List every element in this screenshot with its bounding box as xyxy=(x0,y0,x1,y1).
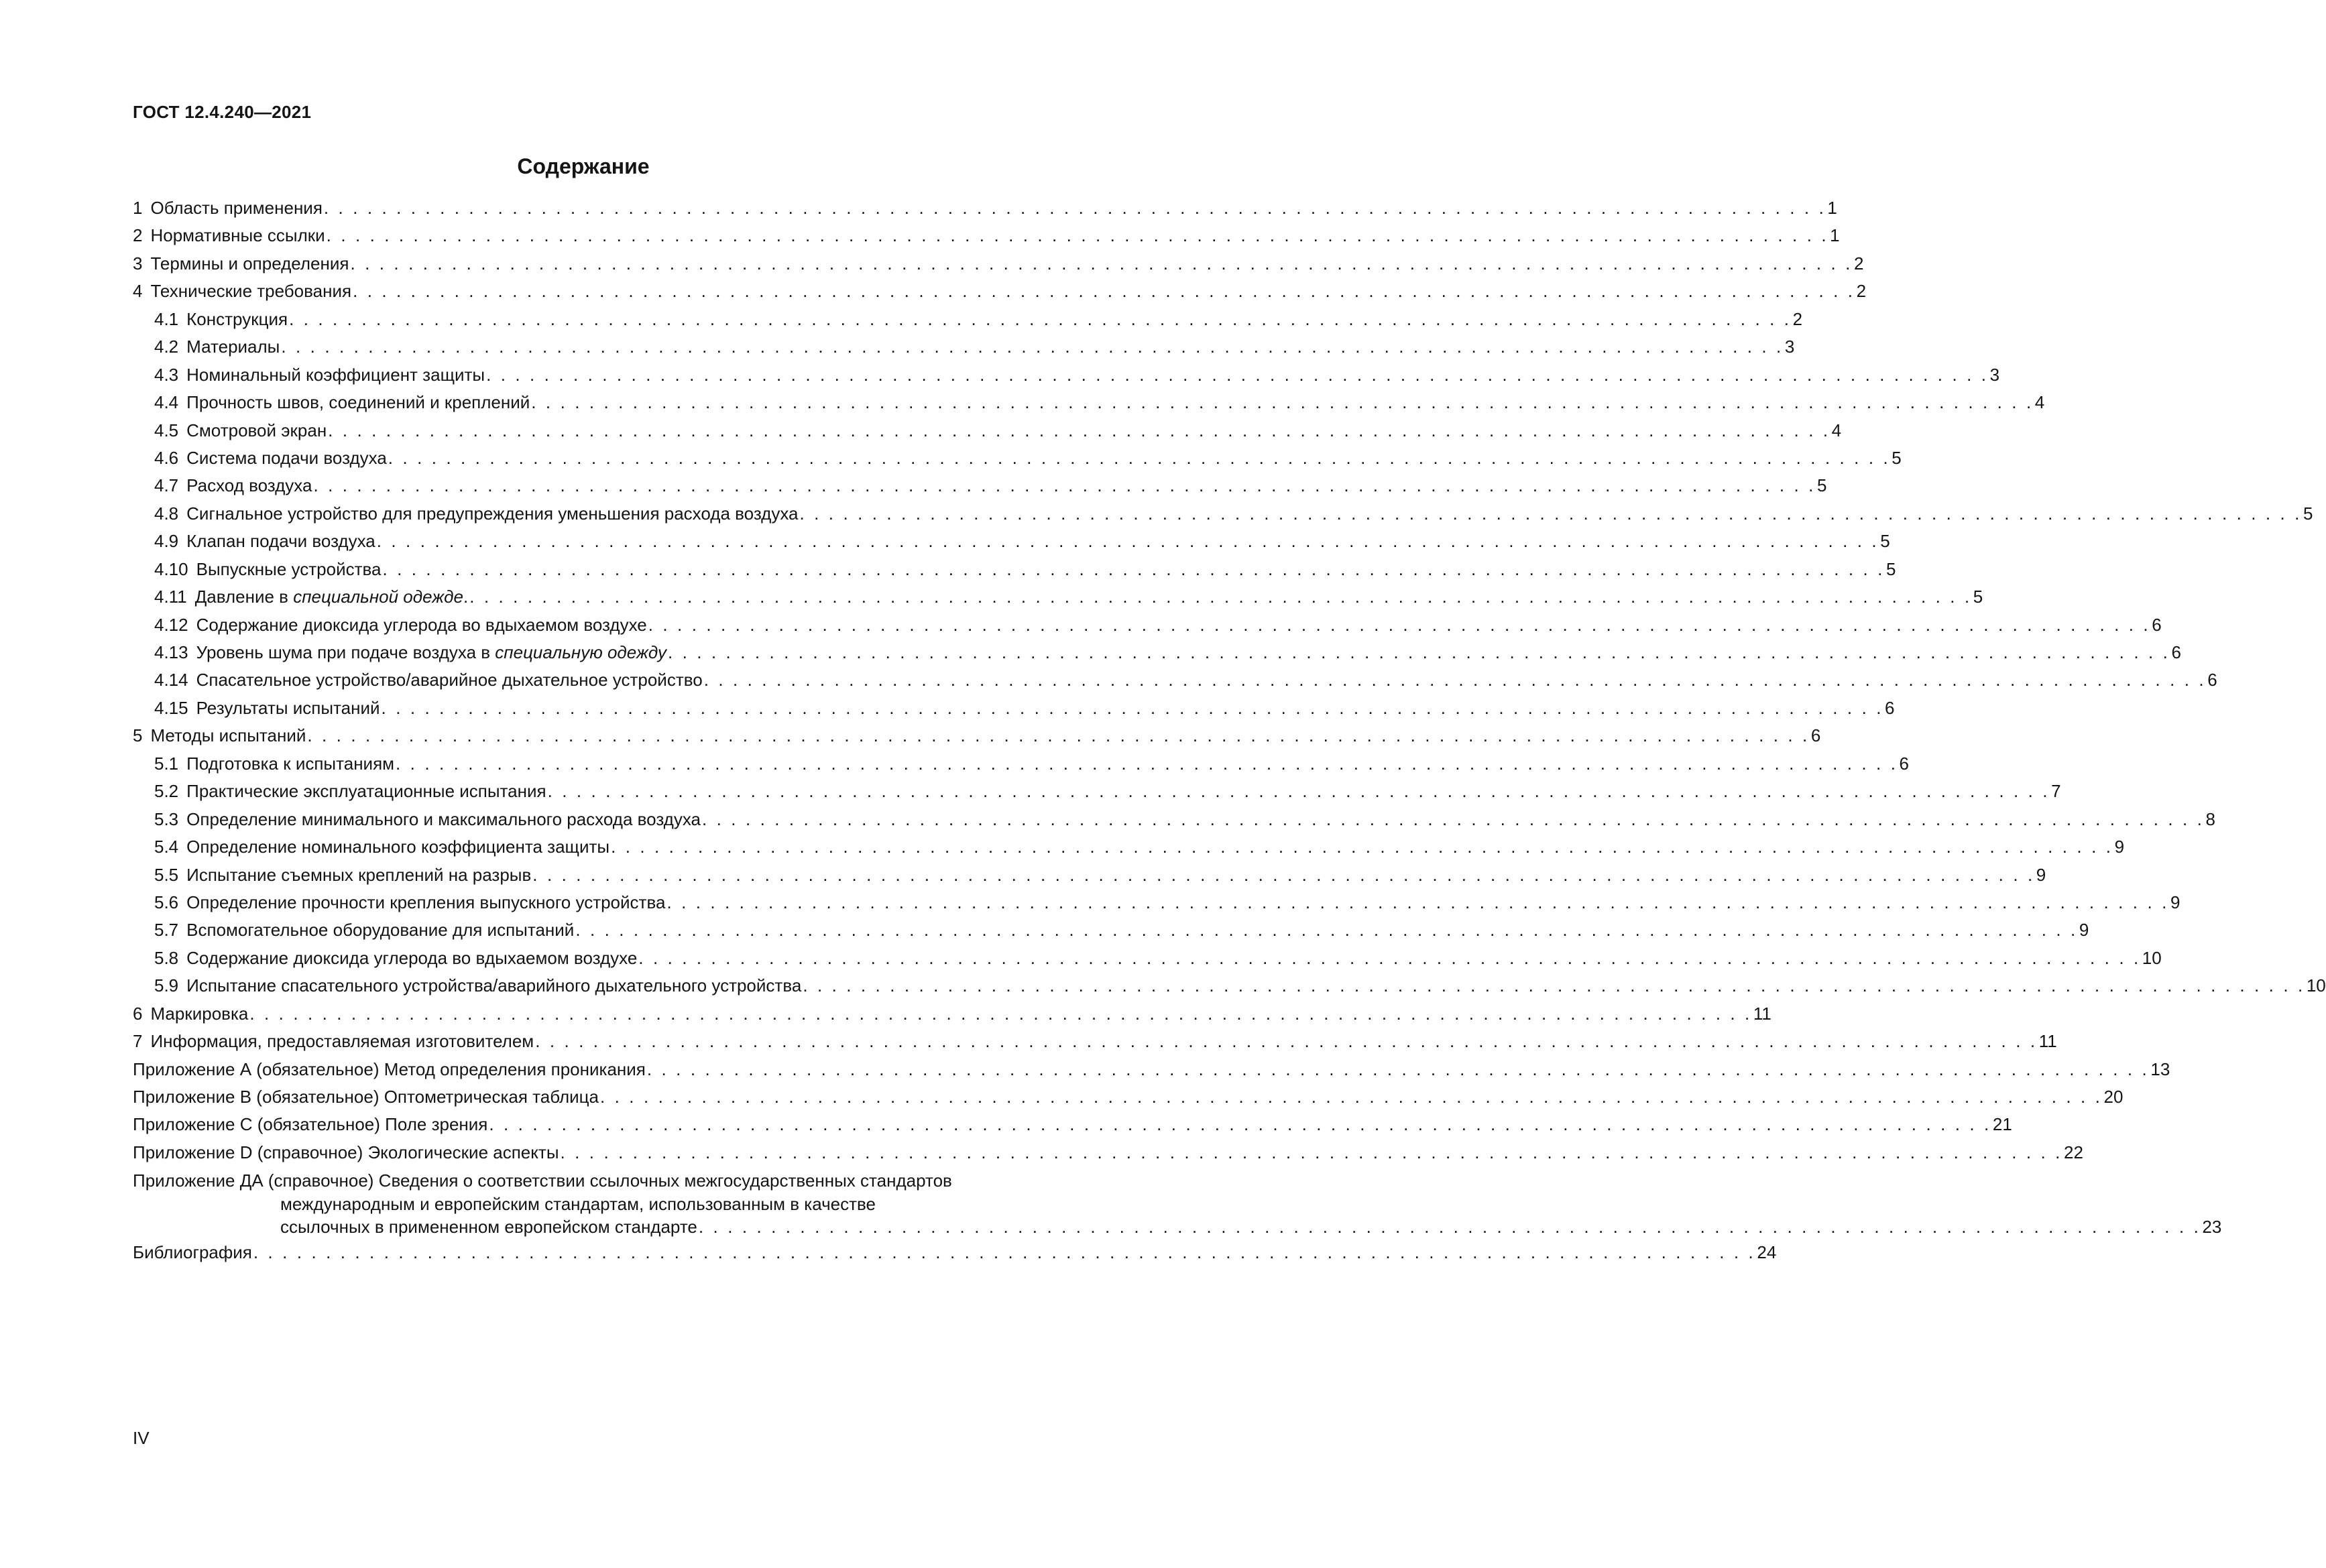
toc-entry[interactable] xyxy=(133,528,1890,555)
toc-entry[interactable] xyxy=(133,306,1803,333)
dot-leader: . . . . . . . . . . . . . . . . . . . . . . . . . . . . . . . . . . . . . . . . . . . . . . . . . . . . . . . . . . . . . . . . . . . . . . . . . . . . . . . . . . . . . . . . . . . . . . . . . . . . . . . . xyxy=(376,531,1879,552)
toc-entry-label: Конструкция xyxy=(186,308,288,329)
toc-entry-page: 5 xyxy=(1892,447,1902,468)
toc-entry-page: 22 xyxy=(2064,1142,2083,1162)
toc-entry-page: 2 xyxy=(1856,281,1867,302)
dot-leader: . . . . . . . . . . . . . . . . . . . . . . . . . . . . . . . . . . . . . . . . . . . . . . . . . . . . . . . . . . . . . . . . . . . . . . . . . . . . . . . . . . . . . . . . . . . . . . . . . . . . . . . . xyxy=(547,781,2050,802)
toc-entry-number: 5.5 xyxy=(154,864,179,885)
dot-leader: . . . . . . . . . . . . . . . . . . . . . . . . . . . . . . . . . . . . . . . . . . . . . . . . . . . . . . . . . . . . . . . . . . . . . . . . . . . . . . . . . . . . . . . . . . . . . . . . . . . . . . . . xyxy=(382,558,1885,579)
toc-entry-number: 3 xyxy=(133,253,143,274)
toc-entry[interactable] xyxy=(133,611,2162,639)
toc-entry[interactable] xyxy=(133,666,2217,694)
toc-entry-number: 4.8 xyxy=(154,503,179,524)
toc-entry-number: 4 xyxy=(133,281,143,302)
dot-leader: . . . . . . . . . . . . . . . . . . . . . . . . . . . . . . . . . . . . . . . . . . . . . . . . . . . . . . . . . . . . . . . . . . . . . . . . . . . . . . . . . . . . . . . . . . . . . . . . . . . . . . . . xyxy=(253,1242,1756,1262)
toc-entry-page: 13 xyxy=(2150,1059,2170,1079)
toc-entry-label: Номинальный коэффициент защиты xyxy=(186,364,485,385)
toc-entry-page: 1 xyxy=(1830,225,1840,246)
toc-entry-label: Вспомогательное оборудование для испытаний xyxy=(186,920,575,941)
toc-entry-number: 5 xyxy=(133,725,143,746)
toc-entry-label-part: . xyxy=(463,587,469,607)
dot-leader: . . . . . . . . . . . . . . . . . . . . . . . . . . . . . . . . . . . . . . . . . . . . . . . . . . . . . . . . . . . . . . . . . . . . . . . . . . . . . . . . . . . . . . . . . . . . . . . . . . . . . . . . xyxy=(648,614,2151,635)
toc-entry-number: 4.3 xyxy=(154,364,179,385)
toc-entry-page: 8 xyxy=(2205,808,2215,829)
toc-entry-label: Методы испытаний xyxy=(150,725,306,746)
annex-da-line3: ссылочных в примененном европейском стандарте xyxy=(280,1217,697,1238)
toc-entry-page: 6 xyxy=(1885,697,1895,718)
dot-leader: . . . . . . . . . . . . . . . . . . . . . . . . . . . . . . . . . . . . . . . . . . . . . . . . . . . . . . . . . . . . . . . . . . . . . . . . . . . . . . . . . . . . . . . . . . . . . . . . . . . . . . . . xyxy=(646,1059,2150,1079)
toc-entry-page: 6 xyxy=(1899,753,1909,774)
toc-entry[interactable] xyxy=(133,1139,2083,1166)
dot-leader: . . . . . . . . . . . . . . . . . . . . . . . . . . . . . . . . . . . . . . . . . . . . . . . . . . . . . . . . . . . . . . . . . . . . . . . . . . . . . . . . . . . . . . . . . . . . . . . . . . . . . . . . xyxy=(666,892,2169,912)
toc-entry-label xyxy=(195,583,469,611)
toc-entry-number: 4.5 xyxy=(154,420,179,440)
toc-entry-number: 4.10 xyxy=(154,558,188,579)
annex-da-line2: международным и европейским стандартам, использованным в качестве xyxy=(280,1193,876,1214)
toc-entry-label: Определение номинального коэффициента защиты xyxy=(186,837,610,857)
dot-leader: . . . . . . . . . . . . . . . . . . . . . . . . . . . . . . . . . . . . . . . . . . . . . . . . . . . . . . . . . . . . . . . . . . . . . . . . . . . . . . . . . . . . . . . . . . . . . . . . . . . . . . . . xyxy=(388,447,1891,468)
toc-entry-page: 2 xyxy=(1792,308,1803,329)
toc-entry[interactable] xyxy=(133,806,2215,833)
page-title: Содержание xyxy=(517,154,650,178)
dot-leader: . . . . . . . . . . . . . . . . . . . . . . . . . . . . . . . . . . . . . . . . . . . . . . . . . . . . . . . . . . . . . . . . . . . . . . . . . . . . . . . . . . . . . . . . . . . . . . . . . . . . . . . . xyxy=(323,198,1826,218)
toc-entry[interactable] xyxy=(133,472,1827,499)
dot-leader: . . . . . . . . . . . . . . . . . . . . . . . . . . . . . . . . . . . . . . . . . . . . . . . . . . . . . . . . . . . . . . . . . . . . . . . . . . . . . . . . . . . . . . . . . . . . . . . . . . . . . . . . xyxy=(353,281,1855,302)
toc-entry-number: 5.8 xyxy=(154,947,179,968)
toc-entry-label: Испытание съемных креплений на разрыв xyxy=(186,864,532,885)
toc-entry[interactable] xyxy=(133,639,2181,666)
dot-leader: . . . . . . . . . . . . . . . . . . . . . . . . . . . . . . . . . . . . . . . . . . . . . . . . . . . . . . . . . . . . . . . . . . . . . . . . . . . . . . . . . . . . . . . . . . . . . . . . . . . . . . . . xyxy=(381,697,1884,718)
toc-entry-label: Технические требования xyxy=(150,281,352,302)
toc-entry-page: 1 xyxy=(1827,198,1837,218)
toc-entry-page: 2 xyxy=(1853,253,1864,274)
toc-entry-bibliography[interactable] xyxy=(133,1239,1777,1266)
dot-leader: . . . . . . . . . . . . . . . . . . . . . . . . . . . . . . . . . . . . . . . . . . . . . . . . . . . . . . . . . . . . . . . . . . . . . . . . . . . . . . . . . . . . . . . . . . . . . . . . . . . . . . . . xyxy=(328,420,1830,440)
bibliography-label: Библиография xyxy=(133,1242,252,1262)
toc-entry[interactable] xyxy=(133,916,2089,944)
toc-entry[interactable] xyxy=(133,389,2045,416)
toc-entry[interactable] xyxy=(133,444,1902,472)
toc-entry-number: 4.4 xyxy=(154,392,179,413)
toc-entry-number: 4.12 xyxy=(154,614,188,635)
toc-entry-number: 5.7 xyxy=(154,920,179,941)
toc-entry-page: 3 xyxy=(1989,364,2000,385)
toc-entry-label: Расход воздуха xyxy=(186,475,312,496)
dot-leader: . . . . . . . . . . . . . . . . . . . . . . . . . . . . . . . . . . . . . . . . . . . . . . . . . . . . . . . . . . . . . . . . . . . . . . . . . . . . . . . . . . . . . . . . . . . . . . . . . . . . . . . . xyxy=(326,225,1829,246)
toc-entry-page: 4 xyxy=(2034,392,2045,413)
toc-entry-page: 5 xyxy=(1885,558,1896,579)
toc-entry-page: 9 xyxy=(2036,864,2046,885)
toc-entry[interactable] xyxy=(133,722,1821,749)
toc-entry-number: 5.2 xyxy=(154,781,179,802)
toc-entry-number: 4.13 xyxy=(154,642,188,662)
toc-entry[interactable] xyxy=(133,972,2326,1000)
toc-entry-number: 4.14 xyxy=(154,670,188,690)
dot-leader: . . . . . . . . . . . . . . . . . . . . . . . . . . . . . . . . . . . . . . . . . . . . . . . . . . . . . . . . . . . . . . . . . . . . . . . . . . . . . . . . . . . . . . . . . . . . . . . . . . . . . . . . xyxy=(489,1114,1991,1135)
toc-entry-label-italic: специальной одежде xyxy=(293,587,463,607)
toc-entry-number: 5.4 xyxy=(154,837,179,857)
dot-leader: . . . . . . . . . . . . . . . . . . . . . . . . . . . . . . . . . . . . . . . . . . . . . . . . . . . . . . . . . . . . . . . . . . . . . . . . . . . . . . . . . . . . . . . . . . . . . . . . . . . . . . . . xyxy=(560,1142,2063,1162)
dot-leader: . . . . . . . . . . . . . . . . . . . . . . . . . . . . . . . . . . . . . . . . . . . . . . . . . . . . . . . . . . . . . . . . . . . . . . . . . . . . . . . . . . . . . . . . . . . . . . . . . . . . . . . . xyxy=(486,364,1989,385)
toc-entry-label: Приложение А (обязательное) Метод определения проникания xyxy=(133,1059,646,1079)
toc-entry-label-part: Уровень шума при подаче воздуха в xyxy=(196,642,496,662)
dot-leader: . . . . . . . . . . . . . . . . . . . . . . . . . . . . . . . . . . . . . . . . . . . . . . . . . . . . . . . . . . . . . . . . . . . . . . . . . . . . . . . . . . . . . . . . . . . . . . . . . . . . . . . . xyxy=(799,503,2303,524)
toc-entry-label: Система подачи воздуха xyxy=(186,447,387,468)
toc-entry-label: Определение прочности крепления выпускного устройства xyxy=(186,892,666,912)
toc-entry-number: 4.2 xyxy=(154,337,179,357)
toc-entry-number: 4.15 xyxy=(154,697,188,718)
toc-entry-label: Содержание диоксида углерода во вдыхаемом воздухе xyxy=(186,947,638,968)
toc-entry-page: 10 xyxy=(2306,975,2326,996)
toc-entry-label xyxy=(196,639,666,666)
toc-entry-label: Информация, предоставляемая изготовителем xyxy=(150,1031,534,1052)
toc-entry-number: 1 xyxy=(133,198,143,218)
toc-entry[interactable] xyxy=(133,750,1909,778)
dot-leader: . . . . . . . . . . . . . . . . . . . . . . . . . . . . . . . . . . . . . . . . . . . . . . . . . . . . . . . . . . . . . . . . . . . . . . . . . . . . . . . . . . . . . . . . . . . . . . . . . . . . . . . . xyxy=(289,308,1792,329)
toc-entry-label: Клапан подачи воздуха xyxy=(186,531,375,552)
toc-entry[interactable] xyxy=(133,945,2162,972)
toc-entry[interactable] xyxy=(133,333,1795,361)
toc-entry-label: Испытание спасательного устройства/аварийного дыхательного устройства xyxy=(186,975,802,996)
dot-leader: . . . . . . . . . . . . . . . . . . . . . . . . . . . . . . . . . . . . . . . . . . . . . . . . . . . . . . . . . . . . . . . . . . . . . . . . . . . . . . . . . . . . . . . . . . . . . . . . . . . . . . . . xyxy=(667,642,2170,662)
toc-entry-page: 6 xyxy=(1810,725,1821,746)
toc-entry[interactable] xyxy=(133,1028,2057,1055)
toc-entry[interactable] xyxy=(133,583,1983,611)
toc-entry-label: Область применения xyxy=(150,198,323,218)
dot-leader: . . . . . . . . . . . . . . . . . . . . . . . . . . . . . . . . . . . . . . . . . . . . . . . . . . . . . . . . . . . . . . . . . . . . . . . . . . . . . . . . . . . . . . . . . . . . . . . . . . . . . . . . xyxy=(535,1031,2038,1052)
annex-da-page: 23 xyxy=(2202,1217,2222,1238)
toc-entry-number: 6 xyxy=(133,1003,143,1024)
dot-leader: . . . . . . . . . . . . . . . . . . . . . . . . . . . . . . . . . . . . . . . . . . . . . . . . . . . . . . . . . . . . . . . . . . . . . . . . . . . . . . . . . . . . . . . . . . . . . . . . . . . . . . . . xyxy=(281,337,1784,357)
toc-entry-label: Содержание диоксида углерода во вдыхаемом воздухе xyxy=(196,614,647,635)
toc-entry-label: Смотровой экран xyxy=(186,420,327,440)
toc-entry[interactable] xyxy=(133,222,1840,249)
toc-entry-page: 6 xyxy=(2207,670,2217,690)
toc-entry[interactable] xyxy=(133,1000,1771,1028)
toc-entry-page: 11 xyxy=(2038,1031,2057,1052)
toc-entry-number: 5.3 xyxy=(154,808,179,829)
toc-entry-number: 5.1 xyxy=(154,753,179,774)
toc-entry-page: 11 xyxy=(1753,1003,1771,1024)
toc-entry-label: Определение минимального и максимального расхода воздуха xyxy=(186,808,701,829)
toc-entry[interactable] xyxy=(133,1083,2124,1111)
toc-entry-label: Нормативные ссылки xyxy=(150,225,325,246)
toc-entry[interactable] xyxy=(133,417,1842,444)
toc-entry-label: Практические эксплуатационные испытания xyxy=(186,781,546,802)
toc-entry-page: 5 xyxy=(1973,587,1983,607)
toc-entry-page: 21 xyxy=(1992,1114,2012,1135)
toc-entry-page: 9 xyxy=(2079,920,2089,941)
toc-entry[interactable] xyxy=(133,556,1896,583)
bibliography-page: 24 xyxy=(1757,1242,1777,1262)
toc-entry[interactable] xyxy=(133,833,2125,861)
toc-entry-page: 5 xyxy=(2303,503,2313,524)
dot-leader: . . . . . . . . . . . . . . . . . . . . . . . . . . . . . . . . . . . . . . . . . . . . . . . . . . . . . . . . . . . . . . . . . . . . . . . . . . . . . . . . . . . . . . . . . . . . . . . . . . . . . . . . xyxy=(307,725,1810,746)
toc-entry-number: 4.9 xyxy=(154,531,179,552)
toc-entry-number: 5.6 xyxy=(154,892,179,912)
dot-leader: . . . . . . . . . . . . . . . . . . . . . . . . . . . . . . . . . . . . . . . . . . . . . . . . . . . . . . . . . . . . . . . . . . . . . . . . . . . . . . . . . . . . . . . . . . . . . . . . . . . . . . . . xyxy=(396,753,1898,774)
dot-leader: . . . . . . . . . . . . . . . . . . . . . . . . . . . . . . . . . . . . . . . . . . . . . . . . . . . . . . . . . . . . . . . . . . . . . . . . . . . . . . . . . . . . . . . . . . . . . . . . . . . . . . . . xyxy=(611,837,2113,857)
toc-entry-number: 4.7 xyxy=(154,475,179,496)
toc-entry-label: Материалы xyxy=(186,337,280,357)
annex-da-line1: Приложение ДА (справочное) Сведения о соответствии ссылочных межгосударственных стандартов xyxy=(133,1170,952,1191)
dot-leader: . . . . . . . . . . . . . . . . . . . . . . . . . . . . . . . . . . . . . . . . . . . . . . . . . . . . . . . . . . . . . . . . . . . . . . . . . . . . . . . . . . . . . . . . . . . . . . . . . . . . . . . . xyxy=(531,392,2034,413)
toc-entry[interactable] xyxy=(133,695,1895,722)
toc-entry[interactable] xyxy=(133,194,1837,222)
toc-entry-label: Приложение С (обязательное) Поле зрения xyxy=(133,1114,488,1135)
toc-entry-label: Выпускные устройства xyxy=(196,558,382,579)
toc-entry-label: Спасательное устройство/аварийное дыхательное устройство xyxy=(196,670,703,690)
annex-da-line3-row xyxy=(133,1215,2222,1239)
dot-leader: . . . . . . . . . . . . . . . . . . . . . . . . . . . . . . . . . . . . . . . . . . . . . . . . . . . . . . . . . . . . . . . . . . . . . . . . . . . . . . . . . . . . . . . . . . . . . . . . . . . . . . . . xyxy=(313,475,1816,496)
toc-entry-label: Маркировка xyxy=(150,1003,249,1024)
toc-entry[interactable] xyxy=(133,889,2180,916)
toc-entry-page: 4 xyxy=(1831,420,1842,440)
dot-leader: . . . . . . . . . . . . . . . . . . . . . . . . . . . . . . . . . . . . . . . . . . . . . . . . . . . . . . . . . . . . . . . . . . . . . . . . . . . . . . . . . . . . . . . . . . . . . . . . . . . . . . . . xyxy=(638,947,2141,968)
toc-entry-label-italic: специальную одежду xyxy=(495,642,666,662)
toc-entry-number: 4.11 xyxy=(154,587,187,607)
toc-entry-label: Приложение D (справочное) Экологические аспекты xyxy=(133,1142,559,1162)
toc-entry[interactable] xyxy=(133,500,2313,528)
dot-leader: . . . . . . . . . . . . . . . . . . . . . . . . . . . . . . . . . . . . . . . . . . . . . . . . . . . . . . . . . . . . . . . . . . . . . . . . . . . . . . . . . . . . . . . . . . . . . . . . . . . . . . . . xyxy=(803,975,2305,996)
toc-entry-label: Сигнальное устройство для предупреждения уменьшения расхода воздуха xyxy=(186,503,799,524)
table-of-contents xyxy=(133,194,2326,1266)
dot-leader: . . . . . . . . . . . . . . . . . . . . . . . . . . . . . . . . . . . . . . . . . . . . . . . . . . . . . . . . . . . . . . . . . . . . . . . . . . . . . . . . . . . . . . . . . . . . . . . . . . . . . . . . xyxy=(532,864,2035,885)
toc-entry[interactable] xyxy=(133,1056,2170,1083)
toc-entry[interactable] xyxy=(133,1111,2012,1138)
toc-entry-number: 7 xyxy=(133,1031,143,1052)
toc-entry-label-part: Давление в xyxy=(194,587,294,607)
toc-entry-page: 20 xyxy=(2103,1087,2124,1107)
toc-entry-number: 4.6 xyxy=(154,447,179,468)
toc-entry-label: Результаты испытаний xyxy=(196,697,380,718)
dot-leader: . . . . . . . . . . . . . . . . . . . . . . . . . . . . . . . . . . . . . . . . . . . . . . . . . . . . . . . . . . . . . . . . . . . . . . . . . . . . . . . . . . . . . . . . . . . . . . . . . . . . . . . . xyxy=(350,253,1853,274)
toc-entry-page: 5 xyxy=(1816,475,1827,496)
dot-leader: . . . . . . . . . . . . . . . . . . . . . . . . . . . . . . . . . . . . . . . . . . . . . . . . . . . . . . . . . . . . . . . . . . . . . . . . . . . . . . . . . . . . . . . . . . . . . . . . . . . . . . . . xyxy=(600,1087,2103,1107)
document-id: ГОСТ 12.4.240—2021 xyxy=(133,102,312,122)
dot-leader: . . . . . . . . . . . . . . . . . . . . . . . . . . . . . . . . . . . . . . . . . . . . . . . . . . . . . . . . . . . . . . . . . . . . . . . . . . . . . . . . . . . . . . . . . . . . . . . . . . . . . . . . xyxy=(703,670,2207,690)
toc-entry-page: 7 xyxy=(2051,781,2061,802)
toc-entry[interactable] xyxy=(133,361,2000,389)
page-number-roman: IV xyxy=(133,1428,150,1448)
dot-leader: . . . . . . . . . . . . . . . . . . . . . . . . . . . . . . . . . . . . . . . . . . . . . . . . . . . . . . . . . . . . . . . . . . . . . . . . . . . . . . . . . . . . . . . . . . . . . . . . . . . . . . . . xyxy=(698,1217,2201,1238)
dot-leader: . . . . . . . . . . . . . . . . . . . . . . . . . . . . . . . . . . . . . . . . . . . . . . . . . . . . . . . . . . . . . . . . . . . . . . . . . . . . . . . . . . . . . . . . . . . . . . . . . . . . . . . . xyxy=(249,1003,1752,1024)
toc-entry-page: 3 xyxy=(1784,337,1795,357)
toc-entry-number: 4.1 xyxy=(154,308,179,329)
toc-entry-page: 6 xyxy=(2152,614,2162,635)
dot-leader: . . . . . . . . . . . . . . . . . . . . . . . . . . . . . . . . . . . . . . . . . . . . . . . . . . . . . . . . . . . . . . . . . . . . . . . . . . . . . . . . . . . . . . . . . . . . . . . . . . . . . . . . xyxy=(469,587,1972,607)
toc-entry-label: Подготовка к испытаниям xyxy=(186,753,395,774)
toc-entry-number: 5.9 xyxy=(154,975,179,996)
toc-entry-label: Термины и определения xyxy=(150,253,349,274)
toc-entry-number: 2 xyxy=(133,225,143,246)
toc-entry-label: Прочность швов, соединений и креплений xyxy=(186,392,530,413)
toc-entry-annex-da[interactable] xyxy=(133,1166,2222,1239)
toc-entry-page: 9 xyxy=(2114,837,2125,857)
toc-entry-page: 6 xyxy=(2171,642,2181,662)
toc-entry[interactable] xyxy=(133,778,2061,805)
toc-entry[interactable] xyxy=(133,861,2046,889)
toc-entry-page: 9 xyxy=(2170,892,2180,912)
toc-entry[interactable] xyxy=(133,278,1867,305)
toc-entry[interactable] xyxy=(133,250,1864,278)
dot-leader: . . . . . . . . . . . . . . . . . . . . . . . . . . . . . . . . . . . . . . . . . . . . . . . . . . . . . . . . . . . . . . . . . . . . . . . . . . . . . . . . . . . . . . . . . . . . . . . . . . . . . . . . xyxy=(702,808,2205,829)
toc-entry-label: Приложение В (обязательное) Оптометрическая таблица xyxy=(133,1087,599,1107)
toc-entry-page: 5 xyxy=(1880,531,1890,552)
dot-leader: . . . . . . . . . . . . . . . . . . . . . . . . . . . . . . . . . . . . . . . . . . . . . . . . . . . . . . . . . . . . . . . . . . . . . . . . . . . . . . . . . . . . . . . . . . . . . . . . . . . . . . . . xyxy=(575,920,2078,941)
toc-entry-page: 10 xyxy=(2142,947,2162,968)
